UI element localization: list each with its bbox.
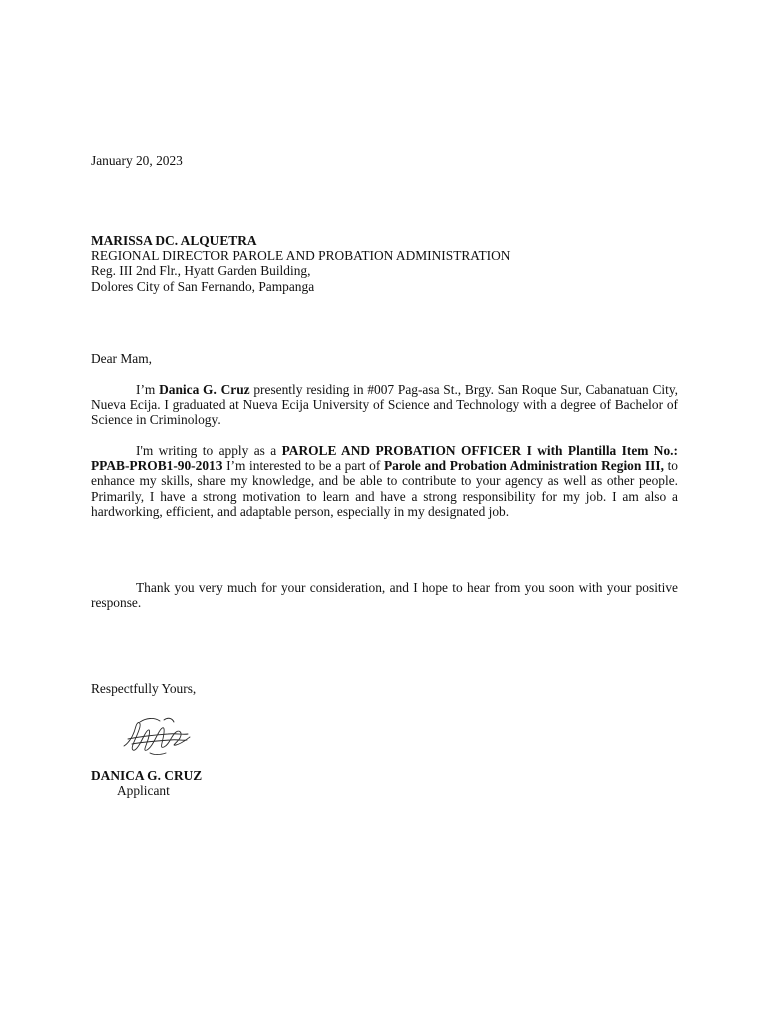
applicant-name-inline: Danica G. Cruz xyxy=(159,382,250,397)
recipient-address-line1: Reg. III 2nd Flr., Hyatt Garden Building, xyxy=(91,263,311,279)
paragraph-application-text-3: to enhance my skills, share my knowledge, and be able to contribute to your agency as well as other people. Primarily, I have a strong motivation to learn and have a strong responsibility for my job. I am also a hardworking, efficient, and adaptable person, especially in my designated job. xyxy=(91,458,678,519)
paragraph-intro-text-2: presently residing in #007 Pag-asa St., Brgy. San Roque Sur, Cabanatuan City, Nueva Ecija. I graduated at Nueva Ecija University of Science and Technology with a degree of Bachelor of Science in Criminology. xyxy=(91,382,678,428)
recipient-name: MARISSA DC. ALQUETRA xyxy=(91,233,257,248)
paragraph-application xyxy=(91,443,678,519)
paragraph-intro-text-1: I’m xyxy=(136,382,160,397)
signatory-name xyxy=(91,768,202,783)
recipient-title: REGIONAL DIRECTOR PAROLE AND PROBATION ADMINISTRATION xyxy=(91,248,511,264)
position-title: PAROLE AND PROBATION OFFICER I with Plantilla Item No.: PPAB-PROB1-90-2013 xyxy=(91,443,678,474)
agency-name: Parole and Probation Administration Region III, xyxy=(383,458,664,474)
signature-image xyxy=(120,712,194,762)
signatory-role: Applicant xyxy=(117,783,170,798)
closing: Respectfully Yours, xyxy=(91,681,197,696)
paragraph-thanks: Thank you very much for your consideration, and I hope to hear from you soon with your positive response. xyxy=(91,580,678,611)
salutation: Dear Mam, xyxy=(91,351,152,366)
paragraph-intro xyxy=(91,382,678,428)
recipient-block xyxy=(91,233,510,294)
paragraph-application-text-2: I’m interested to be a part of xyxy=(222,458,384,474)
signatory-name-text: DANICA G. CRUZ xyxy=(91,768,203,783)
letter-date: January 20, 2023 xyxy=(91,153,183,168)
paragraph-application-text-1: I'm writing to apply as a xyxy=(136,443,282,458)
recipient-address-line2: Dolores City of San Fernando, Pampanga xyxy=(91,278,315,294)
